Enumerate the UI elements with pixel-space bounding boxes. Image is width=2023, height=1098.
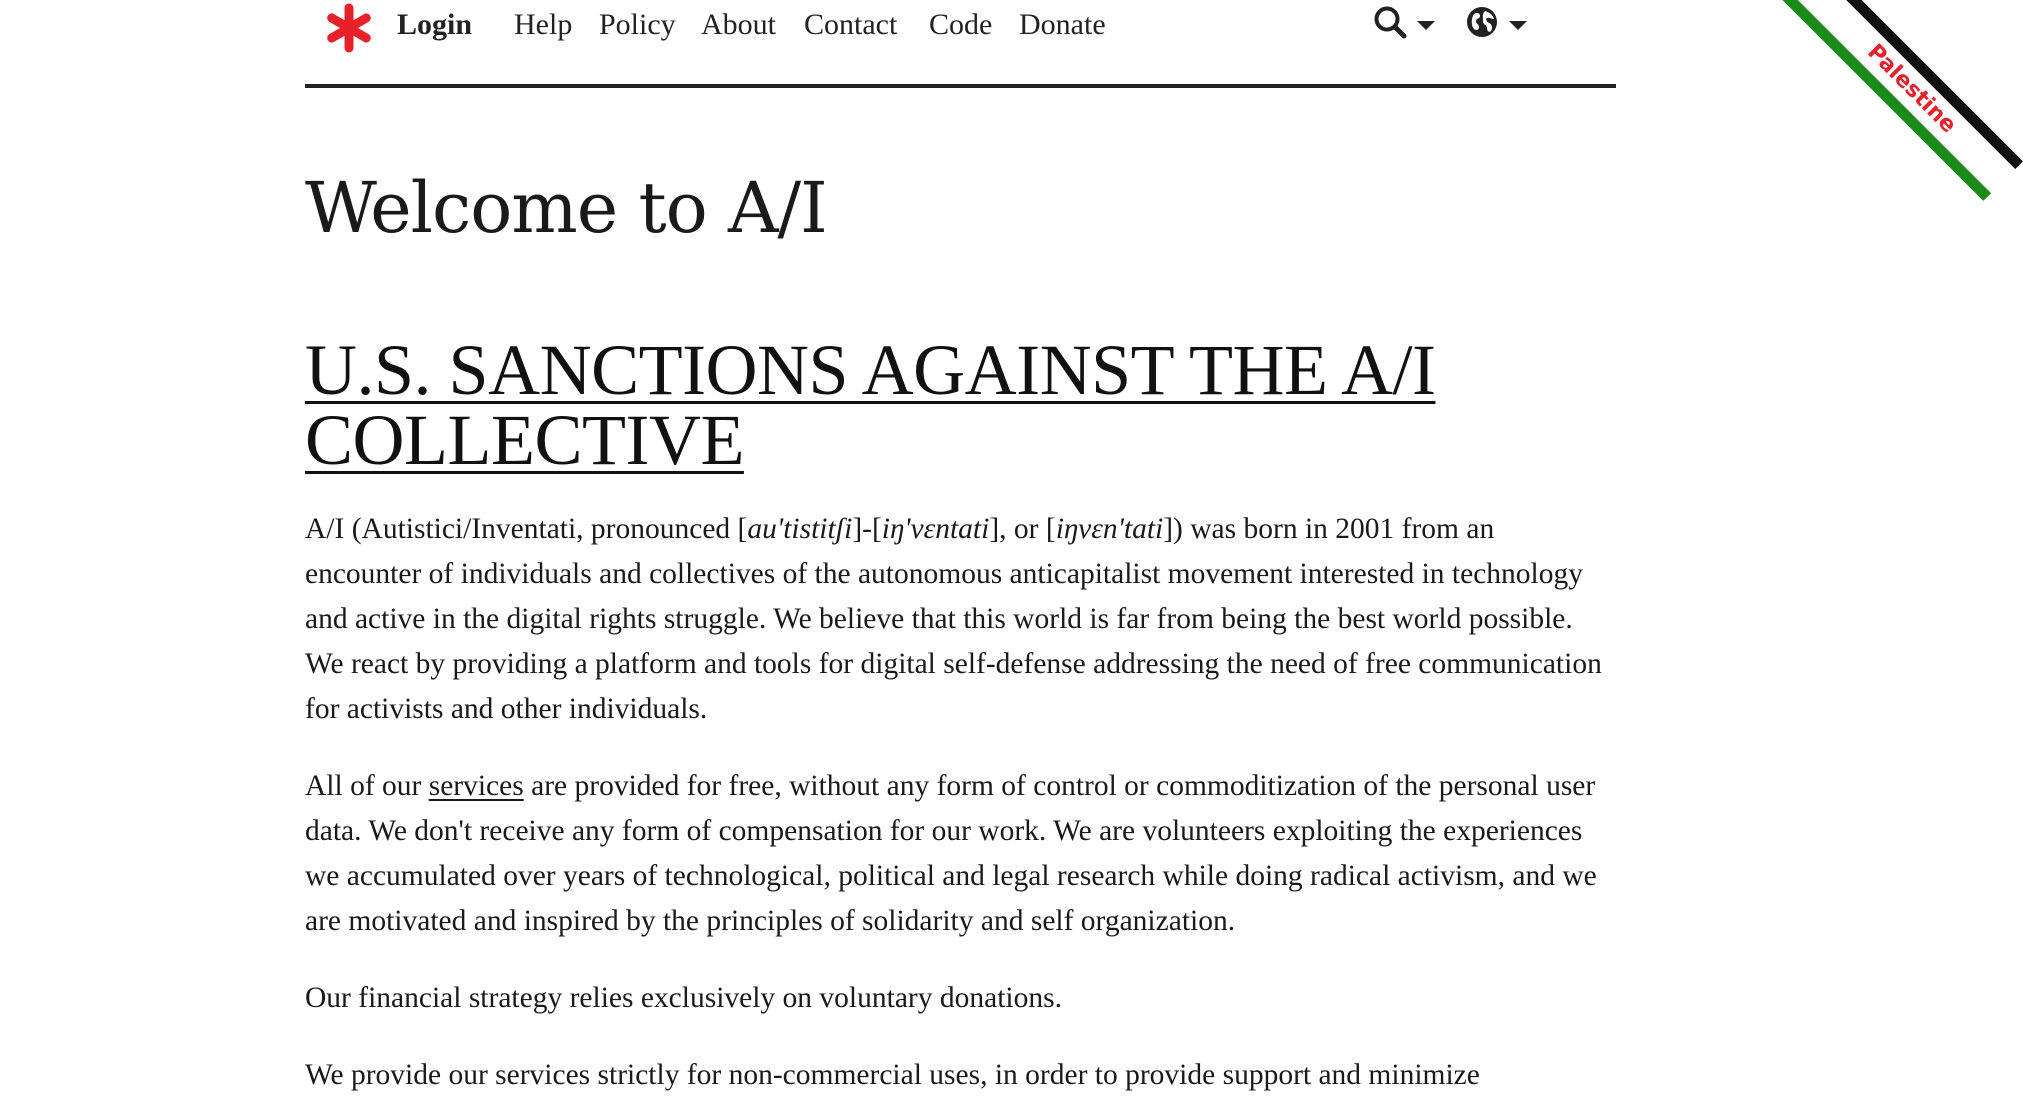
nav-help[interactable]: Help: [514, 8, 573, 41]
main-content: [305, 150, 1616, 1098]
intro-text-end: ]) was born in 2001 from an encounter of individuals and collectives of the autonomous anticapitalist movement interested in technology and active in the digital rights struggle. We believe that this world is far from being the best world possible. We react by providing a platform and tools for digital self-defense addressing the need of free communication for activists and other individuals.: [305, 513, 1602, 725]
intro-text-start: A/I (Autistici/Inventati, pronounced [: [305, 513, 748, 545]
page-title: Welcome to A/I: [305, 167, 827, 249]
noncommercial-paragraph: We provide our services strictly for non-commercial uses, in order to provide support and minimize: [305, 1059, 1480, 1091]
services-link[interactable]: services: [428, 770, 524, 802]
pronunciation-3: iŋvɛn'tati: [1055, 513, 1164, 545]
services-text-end: are provided for free, without any form of control or commoditization of the personal user data. We don't receive any form of compensation for our work. We are volunteers exploiting the experiences we accumulated over years of technological, political and legal research while doing radical activism, and we are motivated and inspired by the principles of solidarity and self organization.: [305, 770, 1597, 937]
search-dropdown[interactable]: [1373, 4, 1435, 44]
ribbon-bands: [1757, 0, 2023, 201]
palestine-ribbon[interactable]: [1740, 0, 1961, 160]
intro-paragraph: [305, 507, 1616, 732]
language-dropdown[interactable]: [1465, 4, 1527, 44]
services-text-start: All of our: [305, 770, 429, 802]
services-paragraph: [305, 764, 1616, 944]
pronunciation-2: iŋ'vɛntati: [881, 513, 990, 545]
nav-code[interactable]: Code: [929, 8, 993, 41]
nav-about[interactable]: About: [701, 8, 776, 41]
nav-policy[interactable]: Policy: [599, 8, 676, 41]
nav-donate[interactable]: Donate: [1019, 8, 1106, 41]
chevron-down-icon: [1417, 21, 1435, 30]
chevron-down-icon: [1509, 21, 1527, 30]
asterisk-icon[interactable]: [323, 2, 375, 54]
top-navbar: [305, 0, 1616, 88]
globe-icon: [1465, 5, 1499, 43]
nav-contact[interactable]: Contact: [804, 8, 898, 41]
sanctions-headline-link[interactable]: U.S. SANCTIONS AGAINST THE A/I COLLECTIVE: [305, 330, 1436, 480]
search-icon: [1373, 5, 1407, 43]
nav-login[interactable]: Login: [397, 8, 473, 41]
financial-paragraph: Our financial strategy relies exclusively on voluntary donations.: [305, 982, 1062, 1014]
intro-text-sep-2: ], or [: [989, 513, 1056, 545]
intro-text-sep-1: ]-[: [852, 513, 882, 545]
pronunciation-1: au'tistitʃi: [747, 513, 853, 545]
ribbon-label: Palestine: [1862, 39, 1961, 139]
